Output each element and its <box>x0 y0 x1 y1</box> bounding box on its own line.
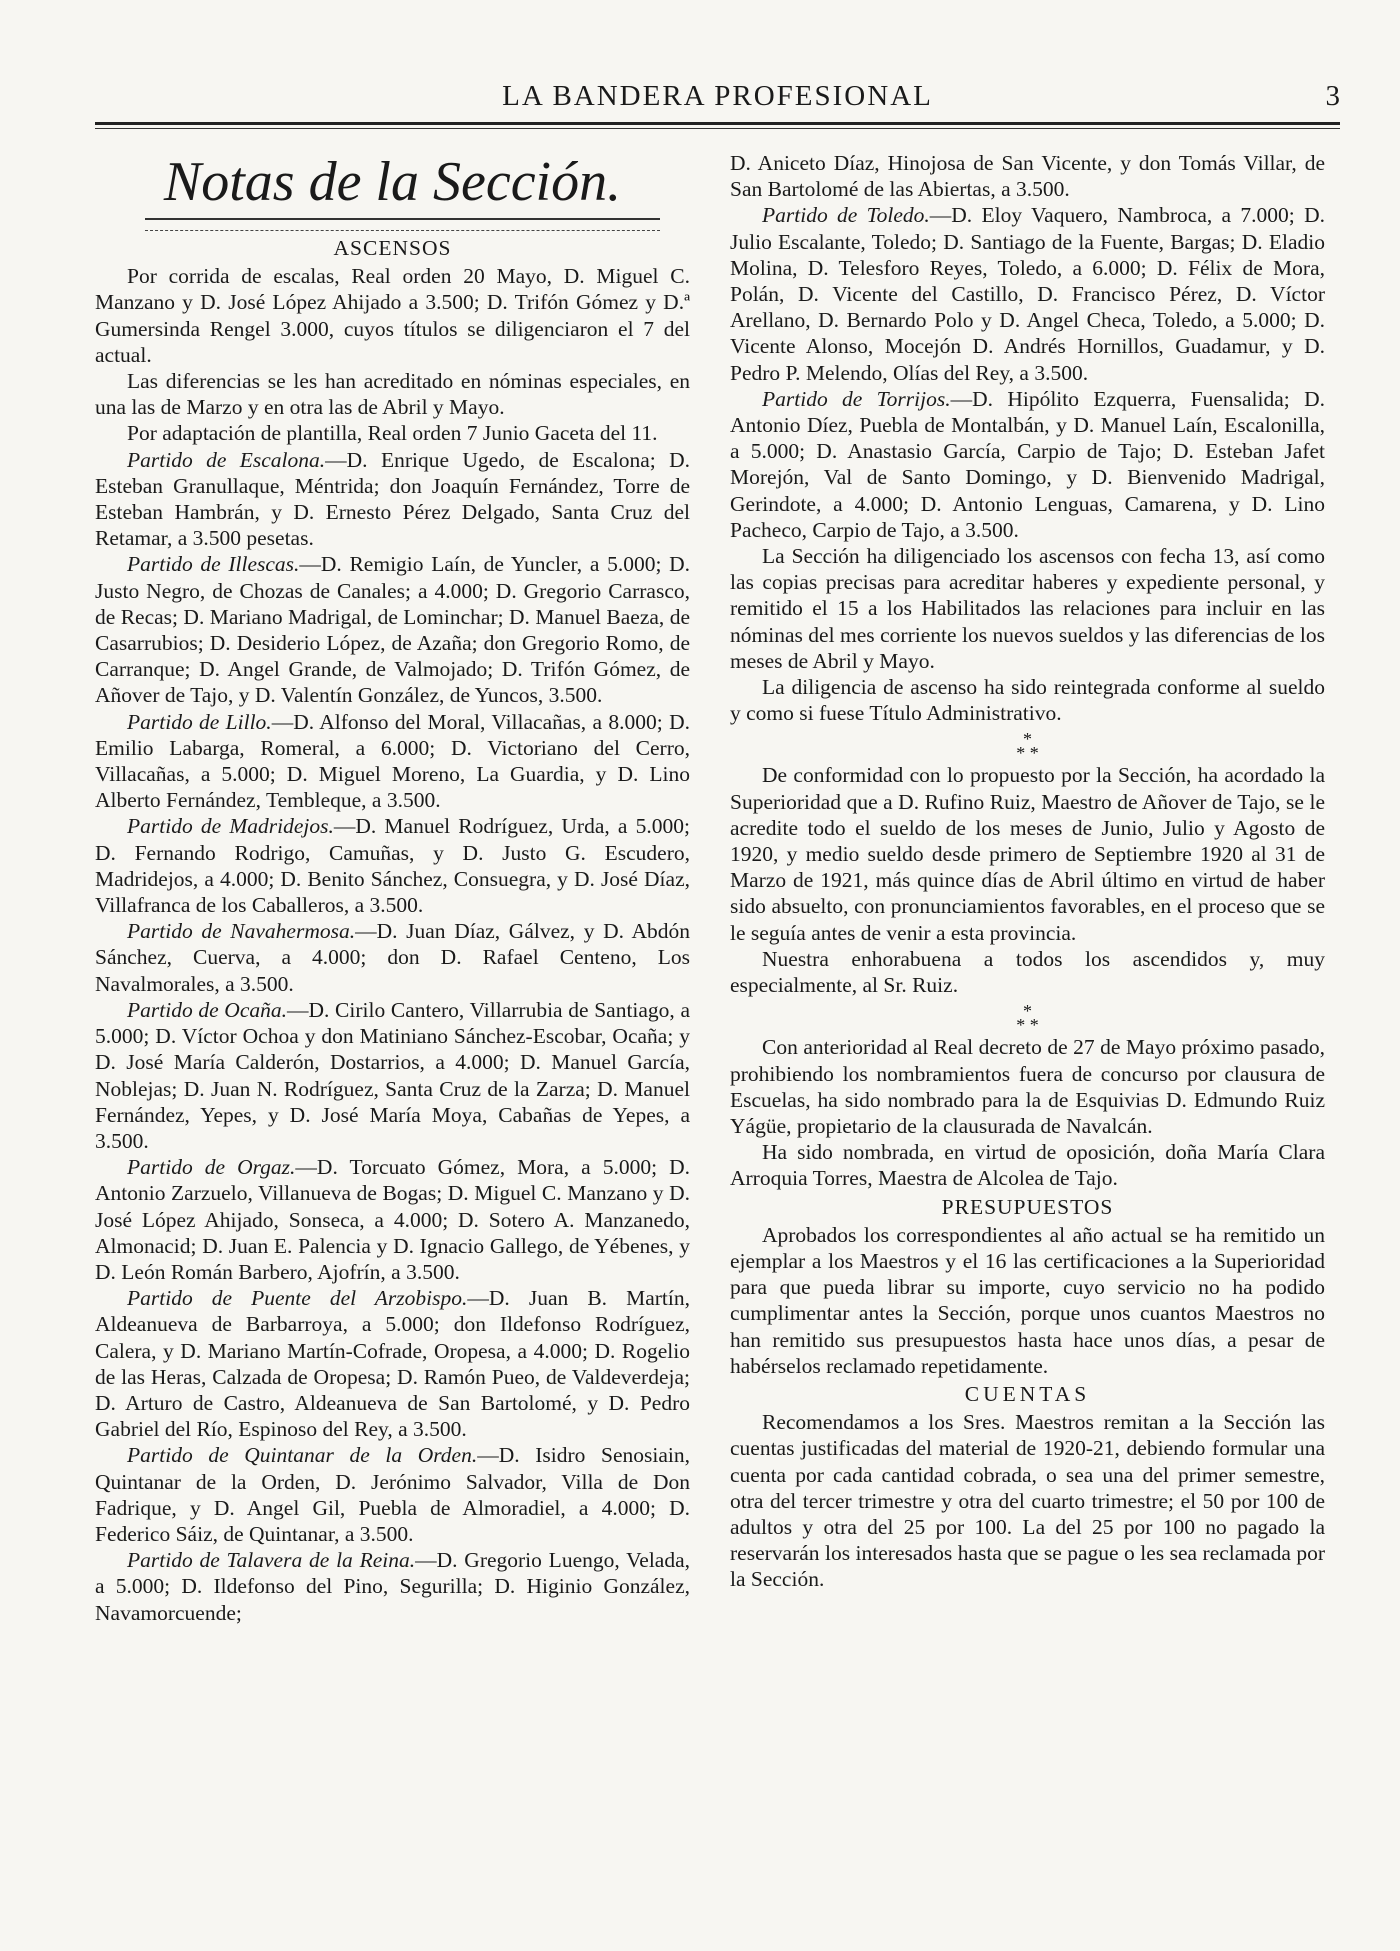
district-text: —D. Hipólito Ezquerra, Fuensalida; D. Antonio Díez, Puebla de Montalbán, y D. Manuel Laín, Escalonilla, a 5.000; D. Anastasio García, Carpio de Tajo; D. Esteban Jafet Morejón, Val de Santo Domingo, y D. Bienvenido Madrigal, Gerindote, a 4.000; D. Antonio Lenguas, Camarena, y D. Lino Pacheco, Carpio de Tajo, a 3.500. <box>730 386 1325 542</box>
paragraph: De conformidad con lo propuesto por la Sección, ha acordado la Superioridad que a D. Rufino Ruiz, Maestro de Añover de Tajo, se le acredite todo el sueldo de los meses de Junio, Julio y Agosto de 1920, y medio sueldo desde primero de Septiembre 1920 al 31 de Marzo de 1921, más quince días de Abril último en virtud de haber sido absuelto, con pronunciamientos favorables, en el proceso que se le seguía antes de venir a esta provincia. <box>730 763 1325 945</box>
paragraph: Por corrida de escalas, Real orden 20 Mayo, D. Miguel C. Manzano y D. José López Ahijado a 3.500; D. Trifón Gómez y D.ª Gumersinda Rengel 3.000, cuyos títulos se diligenciaron el 7 del actual. <box>95 264 690 367</box>
right-column <box>730 150 1325 1593</box>
paragraph: Las diferencias se les han acreditado en nóminas especiales, en una las de Marzo y en otra las de Abril y Mayo. <box>95 369 690 420</box>
district-label: Partido de Madridejos. <box>127 814 334 839</box>
presupuestos-heading: PRESUPUESTOS <box>941 1194 1114 1219</box>
newspaper-title: LA BANDERA PROFESIONAL <box>502 80 933 112</box>
paragraph-continued: D. Aniceto Díaz, Hinojosa de San Vicente, y don Tomás Villar, de San Bartolomé de las Abiertas, a 3.500. <box>730 151 1325 202</box>
district-text: —D. Remigio Laín, de Yuncler, a 5.000; D. Justo Negro, de Chozas de Canales; a 4.000; D. Gregorio Carrasco, de Recas; D. Mariano Madrigal, de Lominchar; D. Manuel Baeza, de Casarrubios; D. Desiderio López, de Azaña; don Gregorio Romo, de Carranque; D. Angel Grande, de Valmojado; D. Trifón Gómez, de Añover de Tajo, y D. Valentín González, de Yuncos, 3.500. <box>95 552 690 708</box>
page-number: 3 <box>1325 80 1340 112</box>
paragraph: Con anterioridad al Real decreto de 27 de Mayo próximo pasado, prohibiendo los nombramientos fuera de concurso por clausura de Escuelas, ha sido nombrado para la de Esquivias D. Edmundo Ruiz Yágüe, propietario de la clausurada de Navalcán. <box>730 1035 1325 1138</box>
district-label: Partido de Puente del Arzobispo. <box>127 1286 468 1311</box>
district-text: —D. Gregorio Luengo, Velada, a 5.000; D. Ildefonso del Pino, Segurilla; D. Higinio González, Navamorcuende; <box>95 1548 690 1625</box>
paragraph: Ha sido nombrada, en virtud de oposición, doña María Clara Arroquia Torres, Maestra de Alcolea de Tajo. <box>730 1140 1325 1191</box>
paragraph: Nuestra enhorabuena a todos los ascendidos y, muy especialmente, al Sr. Ruiz. <box>730 946 1325 998</box>
paragraph: Recomendamos a los Sres. Maestros remitan a la Sección las cuentas justificadas del material de 1920-21, debiendo formular una cuenta por cada cantidad cobrada, o sea una del primer semestre, otra del tercer trimestre y otra del cuarto trimestre; el 50 por 100 de adultos y otra del 25 por 100. La del 25 por 100 no pagado la reservarán los interesados hasta que se pague o les sea reclamada por la Sección. <box>730 1410 1325 1592</box>
district-text: —D. Alfonso del Moral, Villacañas, a 8.000; D. Emilio Labarga, Romeral, a 6.000; D. Victoriano del Cerro, Villacañas, a 5.000; D. Miguel Moreno, La Guardia, y D. Lino Alberto Fernández, Tembleque, a 3.500. <box>95 709 690 813</box>
district-text: —D. Manuel Rodríguez, Urda, a 5.000; D. Fernando Rodrigo, Camuñas, y D. Justo G. Escudero, Madridejos, a 4.000; D. Benito Sánchez, Consuegra, y D. José Díaz, Villafranca de los Caballeros, a 3.500. <box>95 814 690 918</box>
left-column <box>95 150 690 1626</box>
district-entry <box>95 997 690 1154</box>
district-entry <box>95 1154 690 1285</box>
header-rule-thick <box>95 122 1340 125</box>
cuentas-heading: CUENTAS <box>964 1381 1091 1406</box>
district-label: Partido de Torrijos. <box>762 386 951 411</box>
district-entry <box>730 202 1325 385</box>
district-label: Partido de Illescas. <box>127 552 300 577</box>
district-label: Partido de Orgaz. <box>127 1155 296 1180</box>
district-entry <box>95 709 690 814</box>
district-label: Partido de Ocaña. <box>127 997 287 1022</box>
header-rule-thin <box>95 128 1340 129</box>
district-text: —D. Cirilo Cantero, Villarrubia de Santiago, a 5.000; D. Víctor Ochoa y don Matiniano Sánchez-Escobar, Ocaña; y D. José María Calderón, Dostarrios, a 4.000; D. Manuel García, Noblejas; D. Juan N. Rodríguez, Santa Cruz de la Zarza; D. Manuel Fernández, Yepes, y D. José María Moya, Cabañas de Yepes, a 3.500. <box>95 997 691 1153</box>
district-text: —D. Juan Díaz, Gálvez, y D. Abdón Sánchez, Cuerva, a 4.000; don D. Rafael Centeno, Los Navalmorales, a 3.500. <box>95 919 690 996</box>
paragraph: La diligencia de ascenso ha sido reintegrada conforme al sueldo y como si fuese Título Administrativo. <box>730 675 1325 726</box>
district-text: —D. Eloy Vaquero, Nambroca, a 7.000; D. Julio Escalante, Toledo; D. Santiago de la Fuente, Bargas; D. Eladio Molina, D. Telesforo Reyes, Toledo, a 6.000; D. Félix de Mora, Polán, D. Vicente del Castillo, D. Francisco Pérez, D. Víctor Arellano, D. Bernardo Polo y D. Angel Checa, Toledo, a 5.000; D. Vicente Alonso, Mocejón D. Andrés Hornillos, Guadamur, y D. Pedro P. Melendo, Olías del Rey, a 3.500. <box>730 203 1325 385</box>
district-text: —D. Juan B. Martín, Aldeanueva de Barbarroya, a 5.000; don Ildefonso Rodríguez, Calera, y D. Mariano Martín-Cofrade, Oropesa, a 4.000; D. Rogelio de las Heras, Calzada de Oropesa; D. Ramón Pueo, de Valdeverdeja; D. Arturo de Castro, Aldeanueva de San Bartolomé, y D. Pedro Gabriel del Río, Espinoso del Rey, a 3.500. <box>95 1286 690 1442</box>
district-label: Partido de Toledo. <box>762 203 930 228</box>
paragraph: Aprobados los correspondientes al año actual se ha remitido un ejemplar a los Maestros y el 16 las certificaciones a la Superioridad para que pueda librar su importe, cuyo servicio no ha podido cumplimentar antes la Sección, porque unos cuantos Maestros no han remitido sus presupuestos hasta hace unos días, a pesar de habérselos reclamado repetidamente. <box>730 1222 1325 1378</box>
district-entry <box>730 386 1325 543</box>
paragraph: La Sección ha diligenciado los ascensos con fecha 13, así como las copias precisas para acreditar haberes y expediente personal, y remitido el 15 a los Habilitados las relaciones para incluir en las nóminas del mes corriente los nuevos sueldos y las diferencias de los meses de Abril y Mayo. <box>730 544 1325 673</box>
district-entry <box>95 1442 690 1547</box>
district-text: —D. Enrique Ugedo, de Escalona; D. Esteban Granullaque, Méntrida; don Joaquín Fernández, Torre de Esteban Hambrán, y D. Ernesto Pérez Delgado, Santa Cruz del Retamar, a 3.500 pesetas. <box>95 447 690 551</box>
district-label: Partido de Escalona. <box>127 447 326 472</box>
district-entry <box>95 918 690 997</box>
district-entry <box>95 551 690 708</box>
section-title: Notas de la Sección. <box>163 151 622 213</box>
district-label: Partido de Quintanar de la Orden. <box>127 1443 478 1468</box>
paragraph: Por adaptación de plantilla, Real orden 7 Junio Gaceta del 11. <box>127 421 658 446</box>
asterism-divider: * * * <box>1016 729 1039 764</box>
district-entry <box>95 447 690 552</box>
district-entry <box>95 1547 690 1626</box>
district-label: Partido de Talavera de la Reina. <box>127 1548 416 1573</box>
district-entry <box>95 813 690 918</box>
district-label: Partido de Lillo. <box>127 709 272 734</box>
district-text: —D. Isidro Senosiain, Quintanar de la Orden, D. Jerónimo Salvador, Villa de Don Fadrique, y D. Angel Gil, Puebla de Almoradiel, a 4.000; D. Federico Sáiz, de Quintanar, a 3.500. <box>95 1443 691 1546</box>
asterism-divider: * * * <box>1016 1001 1039 1036</box>
district-text: —D. Torcuato Gómez, Mora, a 5.000; D. Antonio Zarzuelo, Villanueva de Bogas; D. Miguel C. Manzano y D. José López Ahijado, Sonseca, a 4.000; D. Sotero A. Manzanedo, Almonacid; D. Juan E. Palencia y D. Ignacio Gallego, de Yébenes, y D. León Román Barbero, Ajofrín, a 3.500. <box>95 1155 691 1284</box>
ascensos-heading: ASCENSOS <box>333 236 452 260</box>
district-entry <box>95 1285 690 1442</box>
title-ornament-rule <box>145 218 660 231</box>
district-label: Partido de Navahermosa. <box>127 919 356 944</box>
page-header <box>95 70 1340 130</box>
